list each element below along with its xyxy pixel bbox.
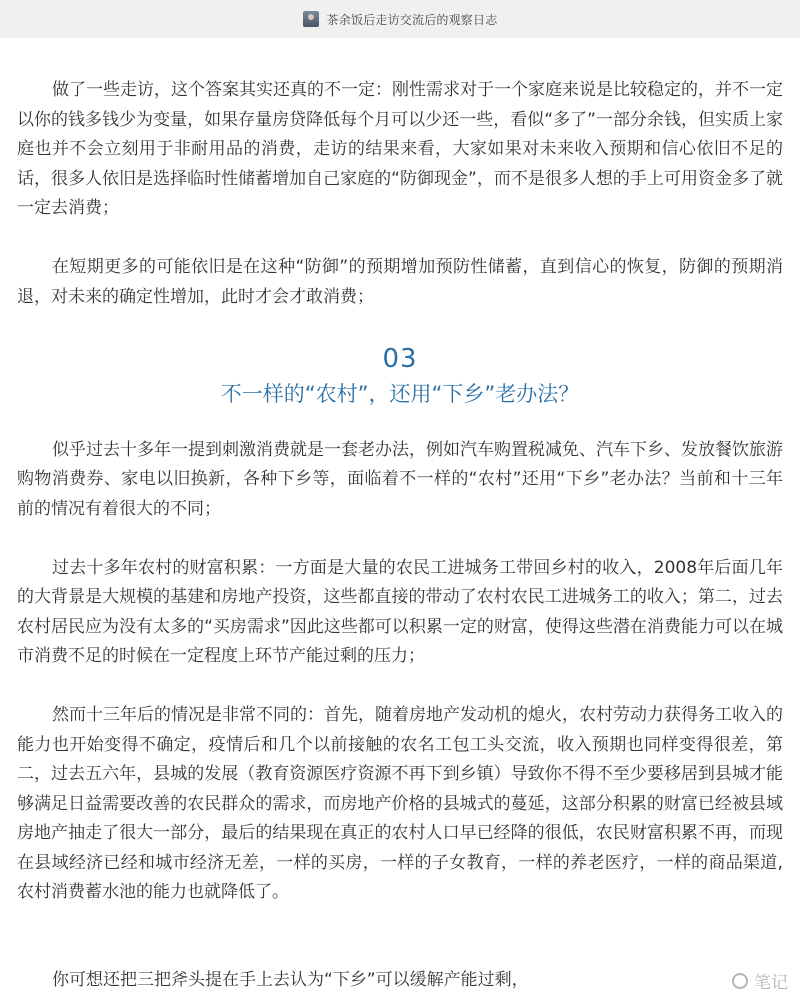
paragraph: 做了一些走访，这个答案其实还真的不一定：刚性需求对于一个家庭来说是比较稳定的，并不一定以你的钱多钱少为变量，如果存量房贷降低每个月可以少还一些，看似“多了”一部分余钱，但实质上家庭也并不会立刻用于非耐用品的消费，走访的结果来看，大家如果对未来收入预期和信心依旧不足的话，很多人依旧是选择临时性储蓄增加自己家庭的“防御现金”，而不是很多人想的手上可用资金多了就一定去消费； bbox=[17, 80, 783, 218]
article-title: 茶余饭后走访交流后的观察日志 bbox=[326, 12, 498, 27]
section-number: 03 bbox=[382, 343, 418, 374]
watermark bbox=[732, 968, 788, 993]
author-avatar-icon bbox=[303, 11, 319, 27]
paragraph: 然而十三年后的情况是非常不同的：首先，随着房地产发动机的熄火，农村劳动力获得务工收入的能力也开始变得不确定，疫情后和几个以前接触的农名工包工头交流，收入预期也同样变得很差，第二，过去五六年，县城的发展（教育资源医疗资源不再下到乡镇）导致你不得不至少要移居到县城才能够满足日益需要改善的农民群众的需求，而房地产价格的县城式的蔓延，这部分积累的财富已经被县域房地产抽走了很大一部分，最后的结果现在真正的农村人口早已经降的很低，农民财富积累不再，而现在县域经济已经和城市经济无差，一样的买房，一样的子女教育，一样的养老医疗，一样的商品渠道,农村消费蓄水池的能力也就降低了。 bbox=[17, 705, 783, 902]
paragraph: 过去十多年农村的财富积累：一方面是大量的农民工进城务工带回乡村的收入，2008年后面几年的大背景是大规模的基建和房地产投资，这些都直接的带动了农村农民工进城务工的收入；第二，过去农村居民应为没有太多的“买房需求”因此这些都可以积累一定的财富，使得这些潜在消费能力可以在城市消费不足的时候在一定程度上环节产能过剩的压力； bbox=[17, 557, 783, 666]
article-body bbox=[17, 76, 783, 937]
section-heading bbox=[17, 342, 783, 410]
watermark-text: 笔记 bbox=[754, 973, 788, 993]
paragraph-partial: 你可想还把三把斧头提在手上去认为“下乡”可以缓解产能过剩， bbox=[52, 970, 529, 990]
top-bar bbox=[0, 0, 800, 38]
paragraph: 似乎过去十多年一提到刺激消费就是一套老办法，例如汽车购置税减免、汽车下乡、发放餐饮旅游购物消费券、家电以旧换新，各种下乡等，面临着不一样的“农村”还用“下乡”老办法？当前和十三年前的情况有着很大的不同； bbox=[17, 439, 783, 519]
xueqiu-logo-icon bbox=[732, 973, 748, 989]
paragraph: 在短期更多的可能依旧是在这种“防御”的预期增加预防性储蓄，直到信心的恢复，防御的预期消退，对未来的确定性增加，此时才会才敢消费； bbox=[17, 257, 783, 307]
section-title: 不一样的“农村”，还用“下乡”老办法？ bbox=[220, 381, 580, 406]
